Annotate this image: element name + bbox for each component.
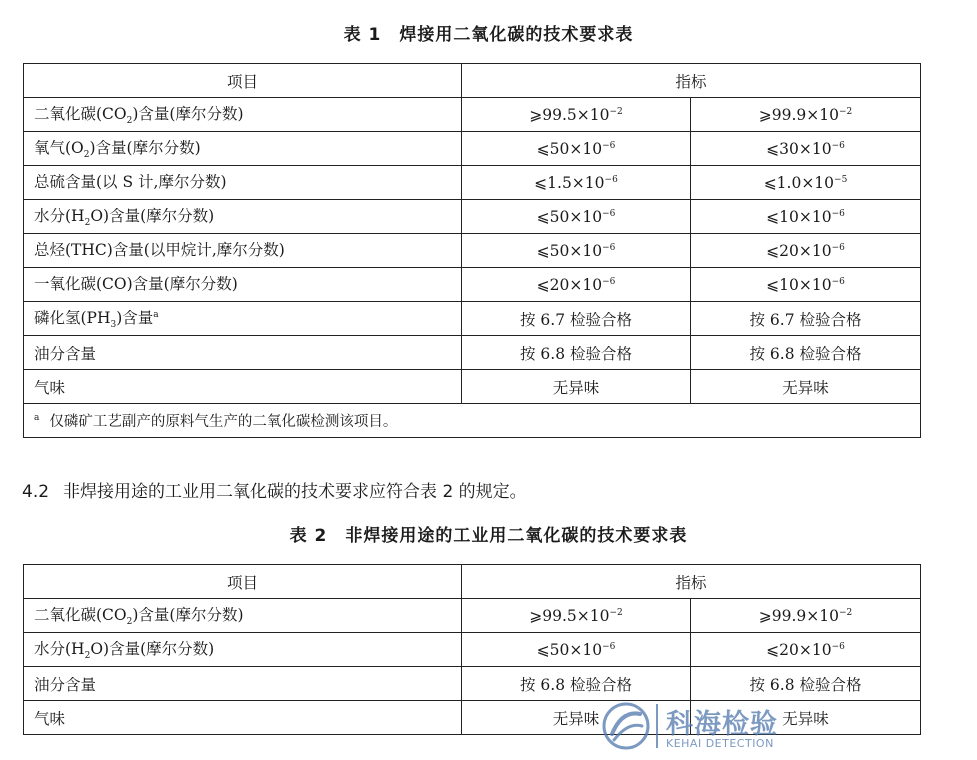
table1-row-3-value2: $⩽10\times 10^{-6}$ [691,200,921,234]
table1-row-4-value2: $⩽20\times 10^{-6}$ [691,234,921,268]
table-row [24,132,921,166]
table2-row-0-value2: $⩾99.9\times 10^{-2}$ [691,599,921,633]
table-row [24,599,921,633]
table1-row-5-value1: $⩽20\times 10^{-6}$ [462,268,691,302]
table2-caption [0,521,977,546]
table2-row-0-item: 二氧化碳$(CO_2)$含量(摩尔分数) [24,599,462,633]
table2-row-1-item: 水分$(H_2O)$含量(摩尔分数) [24,633,462,667]
table-row [24,234,921,268]
table1-header-index: 指标 [462,64,921,98]
table1-footnote [24,404,921,438]
table2-row-0-value1: $⩾99.5\times 10^{-2}$ [462,599,691,633]
table1-row-2-item: 总硫含量(以 S 计,摩尔分数) [24,166,462,200]
table1-row-oil-value1: 按 6.8 检验合格 [462,336,691,370]
table2-row-1-value2: $⩽20\times 10^{-6}$ [691,633,921,667]
table1-caption-number: 表 1 [343,25,382,45]
table2-header-row [24,565,921,599]
table-row [24,370,921,404]
footnote-mark: a [34,413,40,424]
table-row [24,302,921,336]
table-row [24,667,921,701]
table1-row-1-item: 氧气$(O_2)$含量(摩尔分数) [24,132,462,166]
table2-row-odor-value1: 无异味 [462,701,691,735]
table1-row-3-value1: $⩽50\times 10^{-6}$ [462,200,691,234]
table2-header-index: 指标 [462,565,921,599]
clause-text: 非焊接用途的工业用二氧化碳的技术要求应符合表 2 的规定。 [63,482,527,502]
watermark [600,700,800,754]
table2-row-1-value1: $⩽50\times 10^{-6}$ [462,633,691,667]
kehai-logo-icon [600,700,652,752]
table1-row-3-item: 水分$(H_2O)$含量(摩尔分数) [24,200,462,234]
table-row [24,336,921,370]
table1-row-1-value1: $⩽50\times 10^{-6}$ [462,132,691,166]
table1-caption-title: 焊接用二氧化碳的技术要求表 [399,25,634,45]
table-row [24,166,921,200]
watermark-name: 科海检验 [666,709,778,740]
table1-row-2-value1: $⩽1.5\times 10^{-6}$ [462,166,691,200]
table1-row-odor-value2: 无异味 [691,370,921,404]
table1-row-5-value2: $⩽10\times 10^{-6}$ [691,268,921,302]
table1-row-5-item: 一氧化碳(CO)含量(摩尔分数) [24,268,462,302]
table1-row-odor-value1: 无异味 [462,370,691,404]
table1-footnote-row [24,404,921,438]
table2-row-oil-item: 油分含量 [24,667,462,701]
table1-row-2-value2: $⩽1.0\times 10^{-5}$ [691,166,921,200]
table1-header-item: 项目 [24,64,462,98]
table-row [24,633,921,667]
table-row [24,268,921,302]
table1-row-4-item: 总烃(THC)含量(以甲烷计,摩尔分数) [24,234,462,268]
clause-4-2 [22,477,527,502]
table1-row-0-value2: $⩾99.9\times 10^{-2}$ [691,98,921,132]
table2-row-oil-value1: 按 6.8 检验合格 [462,667,691,701]
table2-row-odor-value2: 无异味 [691,701,921,735]
table1 [23,63,921,438]
table1-caption [0,20,977,45]
table1-row-0-value1: $⩾99.5\times 10^{-2}$ [462,98,691,132]
footnote-text: 仅磷矿工艺副产的原料气生产的二氧化碳检测该项目。 [49,414,398,430]
table1-row-oil-item: 油分含量 [24,336,462,370]
table1-header-row [24,64,921,98]
table1-row-ph3-value2: 按 6.7 检验合格 [691,302,921,336]
table1-row-ph3-value1: 按 6.7 检验合格 [462,302,691,336]
table2-header-item: 项目 [24,565,462,599]
table1-row-oil-value2: 按 6.8 检验合格 [691,336,921,370]
table-row [24,200,921,234]
table1-row-ph3-item: 磷化氢$(PH_3)$含量$^a$ [24,302,462,336]
table1-row-1-value2: $⩽30\times 10^{-6}$ [691,132,921,166]
table2-caption-title: 非焊接用途的工业用二氧化碳的技术要求表 [345,526,688,546]
table1-row-odor-item: 气味 [24,370,462,404]
watermark-separator [656,704,658,748]
watermark-subtitle: KEHAI DETECTION [666,737,774,750]
clause-number: 4.2 [22,482,50,502]
table-row [24,98,921,132]
table1-row-4-value1: $⩽50\times 10^{-6}$ [462,234,691,268]
table2-caption-number: 表 2 [289,526,328,546]
footnote-mark: a [153,310,159,321]
table1-row-0-item: 二氧化碳$(CO_2)$含量(摩尔分数) [24,98,462,132]
table2-row-odor-item: 气味 [24,701,462,735]
table2-row-oil-value2: 按 6.8 检验合格 [691,667,921,701]
